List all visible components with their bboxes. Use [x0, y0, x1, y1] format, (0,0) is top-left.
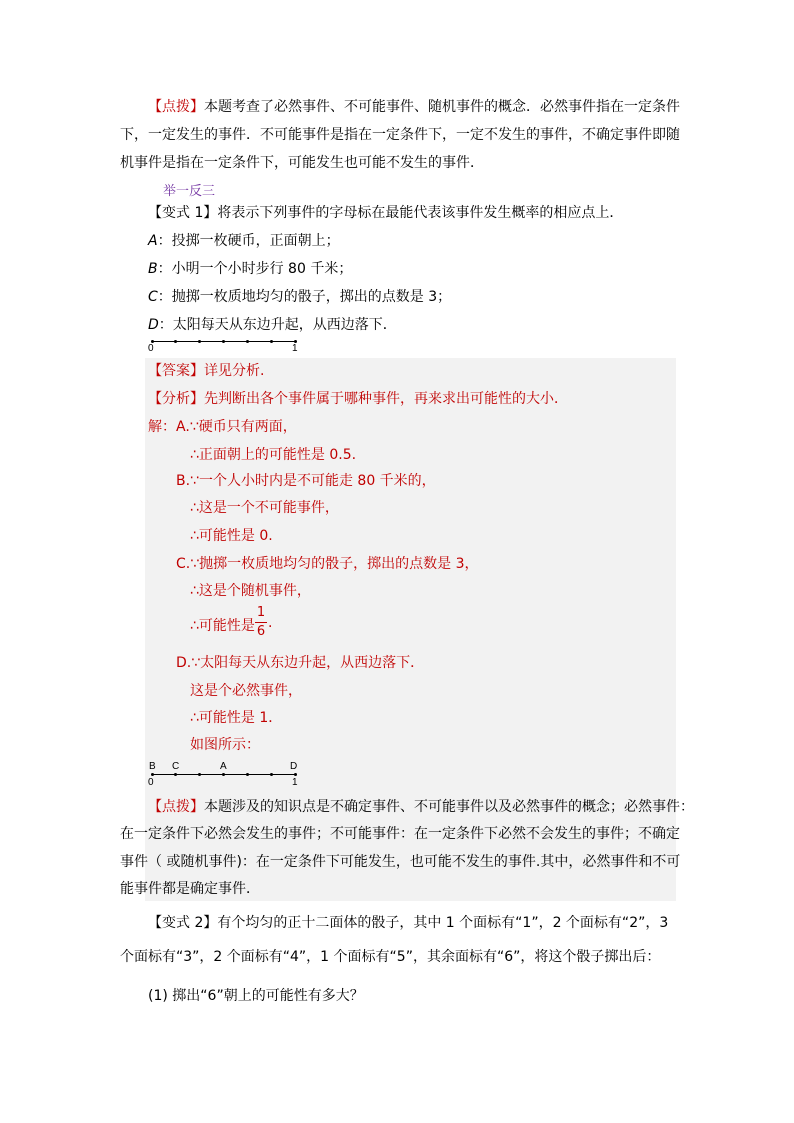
variant1-item-c: C：抛掷一枚质地均匀的骰子，掷出的点数是 3； — [148, 289, 452, 305]
axis-zero-label: 0 — [148, 343, 154, 354]
point-label-d: D — [290, 761, 298, 772]
axis2-zero-label: 0 — [148, 777, 154, 788]
top-tip-line1: 【点拨】本题考查了必然事件、不可能事件、随机事件的概念．必然事件指在一定条件 — [148, 99, 680, 115]
fraction-numerator: 1 — [256, 605, 266, 620]
point-label-c: C — [172, 761, 180, 772]
axis-one-label: 1 — [292, 343, 298, 354]
solution-line-1: 解：A.∵硬币只有两面， — [148, 419, 297, 435]
point-label-b: B — [149, 761, 156, 772]
top-tip-tag: 【点拨】 — [148, 99, 204, 115]
solution-line-7: ∴这是个随机事件， — [190, 583, 311, 599]
solution-line-9: D.∵太阳每天从东边升起，从西边落下． — [176, 655, 425, 671]
solution-line-8: ∴可能性是 — [190, 618, 255, 634]
solution-line-5: ∴可能性是 0. — [190, 528, 273, 544]
top-tip-line2: 下，一定发生的事件．不可能事件是指在一定条件下，一定不发生的事件，不确定事件即随 — [120, 127, 680, 143]
analysis-line: 【分析】先判断出各个事件属于哪种事件，再来求出可能性的大小． — [148, 391, 568, 407]
variant2-tag: 【变式 2】 — [148, 915, 218, 931]
answer-tag: 【答案】 — [148, 363, 204, 379]
top-tip-line3: 机事件是指在一定条件下，可能发生也可能不发生的事件． — [120, 155, 484, 171]
axis2-one-label: 1 — [292, 777, 298, 788]
section-title: 举一反三 — [163, 184, 216, 199]
bottom-tip-line2: 在一定条件下必然会发生的事件；不可能事件：在一定条件下必然不会发生的事件；不确定 — [120, 826, 680, 842]
bottom-tip-line1: 【点拨】本题涉及的知识点是不确定事件、不可能事件以及必然事件的概念；必然事件： — [148, 799, 694, 815]
solution-line-3: B.∵一个人小时内是不可能走 80 千米的， — [176, 473, 436, 489]
bottom-tip-tag: 【点拨】 — [148, 799, 204, 815]
variant1-item-b: B：小明一个小时步行 80 千米； — [148, 261, 353, 277]
variant1-item-d: D：太阳每天从东边升起，从西边落下． — [148, 317, 397, 333]
variant1-prompt: 【变式 1】将表示下列事件的字母标在最能代表该事件发生概率的相应点上． — [148, 205, 624, 221]
solution-line-10: 这是个必然事件， — [190, 683, 302, 699]
fraction-tail: . — [268, 615, 273, 631]
solution-line-4: ∴这是一个不可能事件， — [190, 500, 339, 516]
variant2-line2: 个面标有“3”，2 个面标有“4”，1 个面标有“5”，其余面标有“6”，将这个骰子掷出后： — [120, 949, 661, 965]
analysis-tag: 【分析】 — [148, 391, 204, 407]
bottom-tip-line3: 事件（ 或随机事件)：在一定条件下可能发生，也可能不发生的事件.其中，必然事件和不可 — [120, 854, 681, 870]
fraction-denominator: 6 — [256, 624, 266, 639]
answer-line: 【答案】详见分析. — [148, 363, 265, 379]
solution-line-6: C.∵抛掷一枚质地均匀的骰子，掷出的点数是 3， — [176, 556, 479, 572]
solution-line-2: ∴正面朝上的可能性是 0.5. — [190, 447, 357, 463]
solution-line-11: ∴可能性是 1． — [190, 710, 283, 726]
variant2-line1: 【变式 2】有个均匀的正十二面体的骰子，其中 1 个面标有“1”，2 个面标有“2”，3 — [148, 915, 669, 931]
solution-line-12: 如图所示： — [190, 737, 260, 753]
point-label-a: A — [220, 761, 227, 772]
variant2-question1: (1) 掷出“6”朝上的可能性有多大？ — [148, 988, 364, 1004]
variant1-tag: 【变式 1】 — [148, 205, 218, 221]
bottom-tip-line4: 能事件都是确定事件． — [120, 881, 260, 897]
fraction-bar — [255, 622, 267, 623]
variant1-item-a: A：投掷一枚硬币，正面朝上； — [148, 233, 340, 249]
